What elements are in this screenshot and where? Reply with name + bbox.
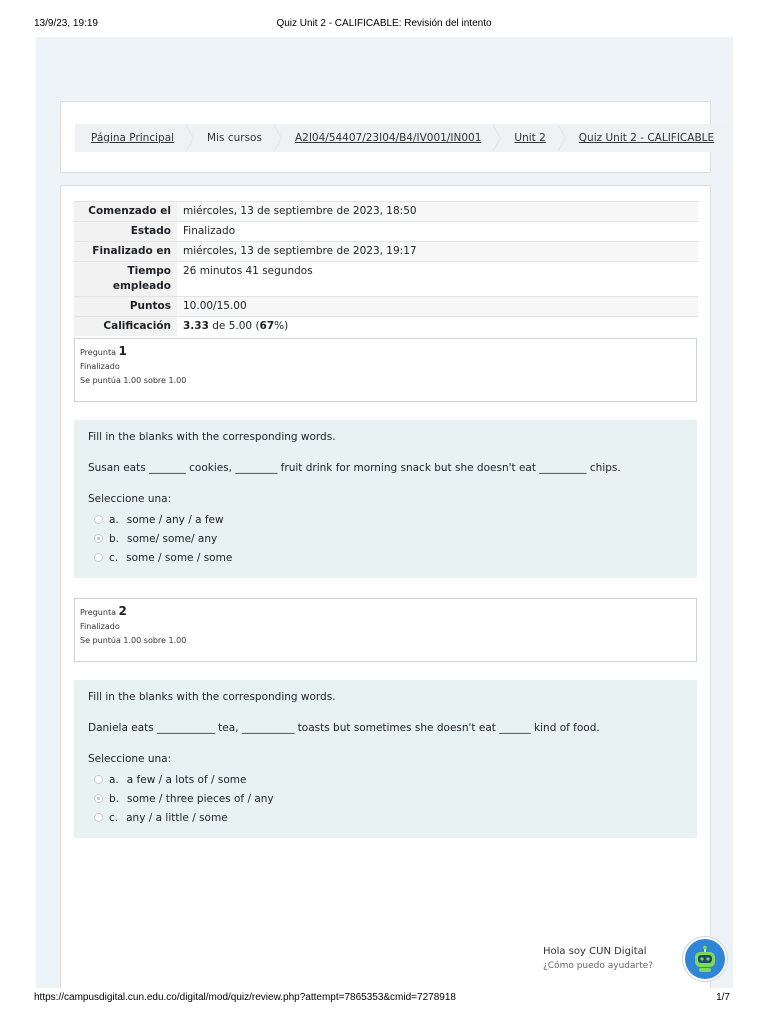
- answer-letter: b.: [109, 792, 120, 805]
- radio-button-checked[interactable]: [94, 534, 103, 543]
- answer-option-a[interactable]: [94, 770, 683, 789]
- answer-list: [94, 770, 683, 827]
- question-score: Se puntúa 1.00 sobre 1.00: [80, 376, 187, 385]
- chat-bot-button[interactable]: [683, 937, 727, 981]
- summary-value: 26 minutos 41 segundos: [177, 262, 698, 297]
- answer-option-c[interactable]: [94, 548, 683, 567]
- question-label: Pregunta: [80, 608, 116, 617]
- summary-row-state: [74, 222, 698, 242]
- question-state: Finalizado: [80, 622, 120, 631]
- question-info-1: [74, 338, 697, 402]
- answer-letter: c.: [109, 551, 119, 564]
- breadcrumb-quiz-link[interactable]: Quiz Unit 2 - CALIFICABLE: [578, 132, 715, 144]
- summary-value: [177, 317, 698, 337]
- answer-list: [94, 510, 683, 567]
- breadcrumb-separator: [186, 124, 195, 152]
- breadcrumb-card: [60, 101, 715, 173]
- question-sentence: Daniela eats ___________ tea, __________ toasts but sometimes she doesn't eat ______ kind of food.: [88, 722, 600, 734]
- answer-text: some / any / a few: [126, 513, 224, 526]
- print-page-number: 1/7: [716, 992, 730, 1003]
- answer-letter: b.: [109, 532, 120, 545]
- answer-text: some / some / some: [126, 551, 233, 564]
- answer-letter: a.: [109, 773, 119, 786]
- breadcrumb-course-link[interactable]: A2I04/54407/23I04/B4/IV001/IN001: [294, 132, 482, 144]
- radio-button[interactable]: [94, 813, 103, 822]
- summary-value: miércoles, 13 de septiembre de 2023, 18:50: [177, 202, 698, 222]
- question-number-value: 1: [118, 344, 127, 358]
- question-instruction: Fill in the blanks with the corresponding words.: [88, 691, 336, 703]
- question-info-2: [74, 598, 697, 662]
- answer-option-b[interactable]: [94, 789, 683, 808]
- chat-title: Hola soy CUN Digital: [543, 946, 647, 957]
- print-title: Quiz Unit 2 - CALIFICABLE: Revisión del intento: [276, 18, 492, 29]
- breadcrumb-separator: [493, 124, 502, 152]
- attempt-summary-table: [74, 201, 698, 336]
- summary-value: 10.00/15.00: [177, 297, 698, 317]
- question-sentence: Susan eats _______ cookies, ________ fruit drink for morning snack but she doesn't eat _________ chips.: [88, 462, 621, 474]
- question-number: [80, 344, 691, 360]
- summary-label: Estado: [74, 222, 177, 242]
- summary-label: Calificación: [74, 317, 177, 337]
- summary-value: miércoles, 13 de septiembre de 2023, 19:17: [177, 242, 698, 262]
- grade-end: %): [274, 320, 289, 332]
- question-instruction: Fill in the blanks with the corresponding words.: [88, 431, 336, 443]
- summary-row-points: [74, 297, 698, 317]
- grade-percent: 67: [259, 320, 275, 332]
- breadcrumb-unit-link[interactable]: Unit 2: [514, 132, 546, 144]
- grade-of: de 5.00 (: [208, 320, 260, 332]
- question-content-2: [74, 680, 697, 838]
- robot-icon: [689, 943, 721, 975]
- summary-label-line: Tiempo: [127, 265, 171, 277]
- question-number: [80, 604, 691, 620]
- grade-score: 3.33: [183, 320, 209, 332]
- question-number-value: 2: [118, 604, 127, 618]
- breadcrumb-home-link[interactable]: Página Principal: [91, 132, 175, 144]
- question-content-1: [74, 420, 697, 578]
- breadcrumb-separator: [274, 124, 283, 152]
- question-state: Finalizado: [80, 362, 120, 371]
- summary-label: Finalizado en: [74, 242, 177, 262]
- chat-subtitle: ¿Cómo puedo ayudarte?: [543, 961, 654, 971]
- summary-label: Puntos: [74, 297, 177, 317]
- print-date: 13/9/23, 19:19: [34, 18, 98, 29]
- answer-text: some/ some/ any: [127, 532, 218, 545]
- answer-text: some / three pieces of / any: [127, 792, 274, 805]
- question-score: Se puntúa 1.00 sobre 1.00: [80, 636, 187, 645]
- breadcrumb-separator: [558, 124, 567, 152]
- answer-letter: a.: [109, 513, 119, 526]
- summary-row-time: [74, 262, 698, 297]
- answer-option-a[interactable]: [94, 510, 683, 529]
- answer-prompt: Seleccione una:: [88, 493, 172, 505]
- summary-row-finished: [74, 242, 698, 262]
- summary-label: Comenzado el: [74, 202, 177, 222]
- answer-option-b[interactable]: [94, 529, 683, 548]
- print-footer: [0, 992, 768, 1006]
- breadcrumb-my-courses: Mis cursos: [207, 132, 262, 144]
- answer-prompt: Seleccione una:: [88, 753, 172, 765]
- summary-row-started: [74, 202, 698, 222]
- question-label: Pregunta: [80, 348, 116, 357]
- radio-button[interactable]: [94, 515, 103, 524]
- summary-row-grade: [74, 317, 698, 337]
- chat-assistant-greeting[interactable]: [543, 945, 653, 973]
- answer-text: any / a little / some: [126, 811, 228, 824]
- summary-value: Finalizado: [177, 222, 698, 242]
- answer-option-c[interactable]: [94, 808, 683, 827]
- radio-button[interactable]: [94, 553, 103, 562]
- radio-button-checked[interactable]: [94, 794, 103, 803]
- answer-letter: c.: [109, 811, 119, 824]
- breadcrumb: [75, 124, 730, 152]
- print-header: [0, 18, 768, 32]
- summary-label-line: empleado: [112, 280, 171, 292]
- summary-label: [74, 262, 177, 297]
- print-url: https://campusdigital.cun.edu.co/digital/mod/quiz/review.php?attempt=7865353&cmid=7278918: [34, 992, 456, 1003]
- quiz-review-card: [60, 185, 711, 988]
- radio-button[interactable]: [94, 775, 103, 784]
- answer-text: a few / a lots of / some: [126, 773, 247, 786]
